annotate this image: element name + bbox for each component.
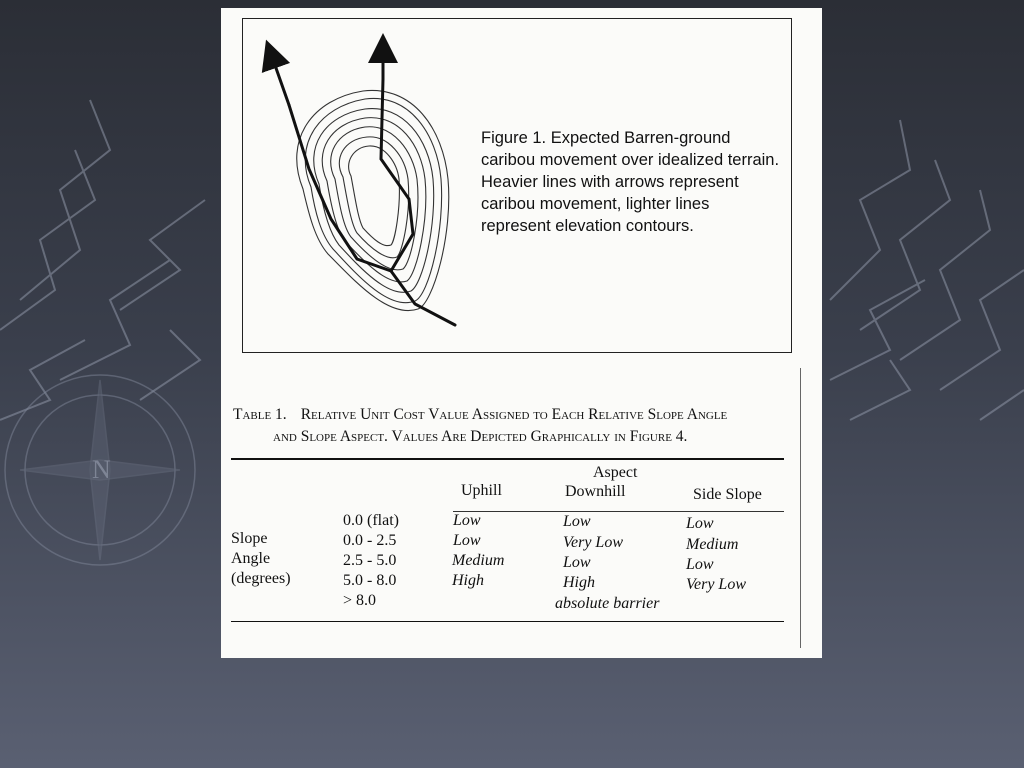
- absolute-barrier-cell: absolute barrier: [555, 595, 660, 612]
- svg-text:N: N: [92, 455, 111, 484]
- uphill-cell: High: [452, 572, 484, 589]
- uphill-cell: Medium: [452, 552, 505, 569]
- table-title-line-1: Relative Unit Cost Value Assigned to Each Relative Slope Angle: [300, 406, 728, 423]
- row-label-slope: Slope: [231, 530, 268, 547]
- slope-range-cell: 0.0 - 2.5: [343, 532, 397, 549]
- side-slope-cell: Medium: [686, 536, 739, 553]
- downhill-cell: Low: [563, 513, 591, 530]
- aspect-header: Aspect: [593, 464, 638, 481]
- column-header-downhill: Downhill: [565, 483, 626, 500]
- column-header-uphill: Uphill: [461, 482, 502, 499]
- row-label-angle: Angle: [231, 550, 271, 567]
- caribou-movement-contour-diagram: [243, 19, 483, 339]
- downhill-cell: Very Low: [563, 534, 623, 551]
- table-top-rule: [231, 458, 784, 460]
- side-slope-cell: Low: [686, 515, 714, 532]
- column-header-side-slope: Side Slope: [693, 486, 762, 503]
- uphill-cell: Low: [453, 532, 481, 549]
- side-slope-cell: Low: [686, 556, 714, 573]
- table-header-rule: [453, 511, 784, 512]
- slope-range-cell: > 8.0: [343, 592, 377, 609]
- figure-caption: Figure 1. Expected Barren-ground caribou movement over idealized terrain. Heavier lines with arrows represent caribou movement, lighter lines represent elevation contours.: [481, 129, 780, 235]
- table-bottom-rule: [231, 621, 784, 622]
- table-label: Table 1.: [233, 406, 287, 423]
- downhill-cell: High: [563, 574, 595, 591]
- side-slope-cell: Very Low: [686, 576, 746, 593]
- downhill-cell: Low: [563, 554, 591, 571]
- slope-range-cell: 0.0 (flat): [343, 512, 399, 529]
- figure-frame: [242, 18, 792, 353]
- scanned-document-page: [221, 8, 822, 658]
- uphill-cell: Low: [453, 512, 481, 529]
- table-title-line-2: and Slope Aspect. Values Are Depicted Graphically in Figure 4.: [273, 428, 688, 445]
- slope-range-cell: 5.0 - 8.0: [343, 572, 397, 589]
- row-label-degrees: (degrees): [231, 570, 291, 587]
- slope-range-cell: 2.5 - 5.0: [343, 552, 397, 569]
- table-title: [233, 404, 803, 448]
